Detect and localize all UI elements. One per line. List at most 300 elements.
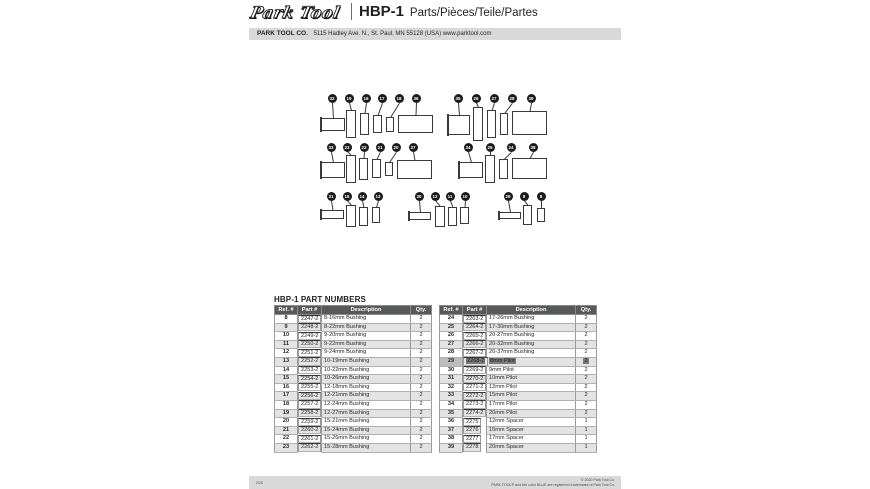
part-number-cell-text: 2259-2: [301, 418, 319, 425]
qty-cell-text: 2: [584, 332, 588, 339]
copyright-notice: [491, 478, 615, 487]
ref-cell-text: 23: [282, 443, 290, 450]
ref-cell-text: 14: [282, 366, 290, 373]
part-number-cell-text: 2254-2: [301, 375, 319, 382]
bushing-part-shape: [372, 159, 381, 178]
qty-cell-text: 2: [419, 400, 423, 407]
qty-cell: [576, 323, 597, 332]
description-cell-text: 17mm Spacer: [489, 435, 524, 442]
part-number-cell: [298, 435, 321, 443]
qty-cell: [576, 375, 597, 384]
description-cell: [487, 332, 576, 341]
page-number: 2/20: [256, 481, 263, 485]
callout-number: 10: [462, 193, 468, 199]
description-cell: [487, 435, 576, 444]
description-cell: [487, 366, 576, 375]
table-row: [440, 443, 597, 452]
qty-cell: [576, 418, 597, 427]
ref-cell-text: 12: [282, 349, 290, 356]
qty-cell-text: 2: [419, 357, 423, 364]
table-row: [275, 323, 432, 332]
ref-cell: [275, 435, 298, 444]
ref-cell-text: 20: [282, 418, 290, 425]
bushing-part-shape: [359, 158, 368, 180]
ref-cell: [440, 383, 463, 392]
ref-cell: [275, 400, 298, 409]
description-cell-text: 8-16mm Bushing: [324, 315, 367, 321]
qty-cell: [576, 400, 597, 409]
table-row: [275, 383, 432, 392]
callout-number: 28: [509, 95, 515, 101]
qty-cell: [576, 357, 597, 366]
qty-cell-text: 2: [419, 443, 423, 450]
ref-cell-text: 30: [447, 366, 455, 373]
part-number-cell-text: 2263-2: [466, 316, 484, 322]
qty-cell-text: 2: [419, 392, 423, 399]
page-footer: [249, 476, 621, 489]
ref-cell: [275, 349, 298, 358]
description-cell-text: 12-24mm Bushing: [324, 400, 370, 407]
company-name: PARK TOOL CO.: [257, 30, 308, 37]
ref-cell-text: 36: [447, 418, 455, 425]
bushing-part-shape: [485, 155, 495, 183]
callout-number: 23: [344, 144, 350, 150]
description-cell: [322, 349, 411, 358]
description-cell: [322, 323, 411, 332]
description-cell-text: 12mm Pilot: [489, 383, 517, 390]
leader-line: [419, 200, 421, 212]
ref-cell: [275, 366, 298, 375]
table-row: [275, 409, 432, 418]
description-cell: [322, 392, 411, 401]
leader-line: [413, 151, 415, 160]
bushing-part-shape: [346, 155, 356, 183]
bushing-part-shape: [473, 107, 483, 141]
document-page: [249, 0, 621, 489]
description-cell-text: 12-27mm Bushing: [324, 409, 370, 416]
part-number-cell-text: 2268-2: [467, 358, 485, 365]
description-cell: [487, 400, 576, 409]
part-number-cell-text: 2247-2: [301, 316, 319, 322]
qty-cell: [411, 418, 432, 427]
page-header: [249, 0, 621, 28]
ref-cell-text: 29: [447, 357, 455, 364]
ref-cell: [440, 409, 463, 418]
callout-number: 29: [505, 193, 511, 199]
part-number-cell: [463, 383, 486, 391]
ref-cell: [440, 418, 463, 427]
bushing-part-shape: [512, 111, 547, 135]
table-row: [275, 443, 432, 452]
table-header-row: [440, 306, 597, 315]
leader-line: [530, 103, 532, 112]
col-qty: Qty.: [411, 306, 432, 315]
part-number-cell: [298, 418, 321, 426]
description-cell: [487, 340, 576, 349]
ref-cell-text: 17: [282, 392, 290, 399]
description-cell: [487, 323, 576, 332]
table-row: [275, 400, 432, 409]
part-number-cell: [463, 340, 486, 348]
bushing-part-shape: [385, 162, 393, 176]
qty-cell: [411, 400, 432, 409]
callout-number: 18: [396, 95, 402, 101]
ref-cell: [275, 315, 298, 324]
part-number-cell: [298, 400, 321, 408]
part-number-cell: [298, 392, 321, 400]
bushing-part-shape: [499, 159, 508, 179]
description-cell-text: 20-32mm Bushing: [489, 340, 535, 347]
qty-cell: [411, 426, 432, 435]
table-row: [440, 400, 597, 409]
description-cell-text: 9-20mm Bushing: [324, 332, 367, 339]
qty-cell-text: 2: [584, 392, 588, 399]
qty-cell-text: 2: [584, 400, 588, 407]
callout-number: 35: [455, 95, 461, 101]
ref-cell: [275, 409, 298, 418]
ref-cell-text: 28: [447, 349, 455, 356]
qty-cell-text: 2: [419, 340, 423, 347]
description-cell-text: 15-26mm Bushing: [324, 435, 370, 442]
bushing-part-shape: [359, 207, 368, 226]
qty-cell: [411, 332, 432, 341]
description-cell: [487, 409, 576, 418]
part-number-cell-text: 2251-2: [301, 349, 319, 356]
part-number-cell: [298, 443, 321, 451]
callout-number: 26: [473, 95, 479, 101]
qty-cell: [576, 426, 597, 435]
description-cell-text: 9-24mm Bushing: [324, 349, 367, 356]
part-number-cell-text: 2255-2: [301, 384, 319, 391]
qty-cell: [411, 323, 432, 332]
part-number-cell: [298, 426, 321, 434]
table-row: [275, 418, 432, 427]
table-row: [440, 340, 597, 349]
part-number-cell: [463, 323, 486, 331]
description-cell-text: 8mm Pilot: [490, 357, 515, 364]
callout-number: 12: [432, 193, 438, 199]
ref-cell-text: 11: [283, 340, 289, 347]
qty-cell-text: 2: [584, 315, 588, 321]
qty-cell: [576, 409, 597, 418]
table-row: [440, 349, 597, 358]
ref-cell: [440, 366, 463, 375]
description-cell-text: 15-24mm Bushing: [324, 426, 370, 433]
qty-cell: [576, 366, 597, 375]
part-number-cell: [463, 349, 486, 357]
description-cell-text: 8-22mm Bushing: [324, 323, 367, 330]
description-cell: [322, 409, 411, 418]
table-row: [440, 418, 597, 427]
col-ref: Ref. #: [275, 306, 298, 315]
qty-cell-text: 2: [419, 383, 423, 390]
description-cell: [487, 392, 576, 401]
qty-cell: [411, 435, 432, 444]
table-row: [440, 357, 597, 366]
qty-cell-text: 2: [584, 323, 588, 330]
ref-cell: [440, 349, 463, 358]
ref-cell-text: 26: [447, 332, 455, 339]
part-number-cell: [463, 332, 486, 340]
callout-number: 22: [361, 144, 367, 150]
description-cell-text: 17mm Pilot: [489, 400, 517, 407]
pilot-part-shape: [409, 212, 431, 220]
table-row: [275, 366, 432, 375]
bushing-part-shape: [487, 110, 496, 138]
ref-cell-text: 19: [282, 409, 290, 416]
callout-number: 30: [416, 193, 422, 199]
ref-cell: [440, 332, 463, 341]
bushing-part-shape: [512, 158, 547, 179]
part-number-cell: [298, 375, 321, 383]
leader-line: [508, 200, 511, 212]
description-cell: [487, 357, 576, 366]
description-cell-text: 15-21mm Bushing: [324, 418, 370, 425]
description-cell: [322, 443, 411, 452]
qty-cell: [576, 315, 597, 324]
table-row: [275, 340, 432, 349]
description-cell-text: 10mm Pilot: [489, 375, 517, 382]
park-tool-logo: Park Tool: [248, 3, 342, 22]
table-row: [440, 366, 597, 375]
part-number-cell-text: 2261-2: [301, 435, 319, 442]
part-number-cell-text: 2248-2: [301, 324, 319, 331]
table-row: [440, 315, 597, 324]
ref-cell: [275, 443, 298, 452]
qty-cell-text: 1: [584, 418, 588, 425]
table-row: [275, 349, 432, 358]
description-cell: [322, 418, 411, 427]
ref-cell: [440, 435, 463, 444]
ref-cell: [275, 383, 298, 392]
qty-cell: [411, 409, 432, 418]
callout-number: 17: [379, 95, 385, 101]
description-cell: [322, 340, 411, 349]
table-row: [275, 357, 432, 366]
description-cell: [487, 418, 576, 427]
callout-number: 34: [465, 144, 471, 150]
qty-cell: [411, 315, 432, 324]
col-part: Part #: [298, 306, 322, 315]
part-number-cell-text: 2252-2: [301, 358, 319, 365]
table-row: [440, 409, 597, 418]
leader-line: [416, 103, 417, 116]
table-row: [440, 323, 597, 332]
qty-cell-text: 2: [584, 357, 588, 364]
qty-cell-text: 2: [419, 323, 423, 330]
callout-number: 25: [487, 144, 493, 150]
callout-number: 8: [537, 192, 546, 201]
table-row: [440, 332, 597, 341]
callout-number: 13: [375, 193, 381, 199]
bushing-part-shape: [460, 207, 469, 224]
qty-cell-text: 2: [584, 340, 588, 347]
part-number-cell-text: 2249-2: [301, 332, 319, 339]
part-number-cell: [298, 357, 321, 365]
table-row: [440, 392, 597, 401]
description-cell-text: 20-37mm Bushing: [489, 349, 535, 356]
ref-cell-text: 18: [282, 400, 290, 407]
description-cell-text: 10-19mm Bushing: [324, 357, 370, 364]
ref-cell-text: 9: [284, 323, 288, 330]
description-cell: [322, 366, 411, 375]
description-cell-text: 12mm Spacer: [489, 418, 524, 425]
qty-cell: [411, 392, 432, 401]
table-header-row: [275, 306, 432, 315]
qty-cell-text: 2: [584, 383, 588, 390]
callout-number: 19: [346, 95, 352, 101]
part-number-cell-text: 2269-2: [466, 367, 484, 374]
part-number-cell: [463, 435, 481, 443]
table-row: [440, 426, 597, 435]
qty-cell: [576, 383, 597, 392]
part-number-cell: [298, 315, 321, 323]
qty-cell-text: 2: [584, 349, 588, 356]
col-description: Description: [487, 306, 576, 315]
description-cell-text: 17-26mm Bushing: [489, 315, 535, 321]
part-number-cell-text: 2258-2: [301, 410, 319, 417]
table-row: [440, 383, 597, 392]
qty-cell-text: 2: [419, 375, 423, 382]
callout-number: 21: [377, 144, 383, 150]
description-cell: [322, 426, 411, 435]
description-cell: [487, 315, 576, 324]
part-number-cell: [298, 323, 321, 331]
ref-cell-text: 37: [447, 426, 455, 433]
ref-cell-text: 33: [447, 392, 455, 399]
part-number-cell: [463, 375, 486, 383]
qty-cell-text: 1: [584, 443, 588, 450]
description-cell-text: 15-28mm Bushing: [324, 443, 370, 450]
part-number-cell: [298, 383, 321, 391]
description-cell: [487, 426, 576, 435]
qty-cell-text: 2: [584, 366, 588, 373]
ref-cell: [440, 400, 463, 409]
leader-line: [349, 102, 352, 110]
callout-number: 36: [413, 95, 419, 101]
ref-cell: [275, 418, 298, 427]
pilot-part-shape: [459, 162, 483, 178]
qty-cell: [411, 366, 432, 375]
col-part: Part #: [463, 306, 487, 315]
qty-cell-text: 1: [584, 435, 588, 442]
ref-cell-text: 34: [447, 400, 455, 407]
qty-cell-text: 2: [419, 315, 423, 321]
leader-line: [468, 151, 472, 162]
leader-line: [362, 200, 364, 207]
part-number-cell-text: 2257-2: [301, 401, 319, 408]
ref-cell: [275, 340, 298, 349]
callout-number: 32: [329, 95, 335, 101]
qty-cell: [576, 435, 597, 444]
bushing-part-shape: [372, 207, 380, 223]
pilot-part-shape: [499, 212, 521, 219]
callout-number: 33: [328, 144, 334, 150]
description-cell: [487, 443, 576, 452]
company-address: 5115 Hadley Ave. N., St. Paul, MN 55128 (USA) www.parktool.com: [313, 31, 492, 37]
callout-number: 16: [363, 95, 369, 101]
part-number-cell: [298, 349, 321, 357]
qty-cell: [411, 375, 432, 384]
part-number-cell-text: 2275: [466, 418, 479, 425]
header-divider: [351, 3, 352, 20]
qty-cell: [411, 349, 432, 358]
table-row: [275, 426, 432, 435]
callout-number: 9: [520, 192, 529, 201]
ref-cell-text: 10: [282, 332, 290, 339]
description-cell-text: 15mm Spacer: [489, 426, 524, 433]
bushing-part-shape: [360, 113, 369, 135]
description-cell-text: 17-30mm Bushing: [489, 323, 535, 330]
description-cell-text: 10-22mm Bushing: [324, 366, 370, 373]
ref-cell: [275, 332, 298, 341]
part-number-cell: [298, 366, 321, 374]
copyright-line: © 2020 Park Tool Co.: [580, 478, 615, 482]
qty-cell-text: 2: [584, 375, 588, 382]
col-ref: Ref. #: [440, 306, 463, 315]
qty-cell-text: 2: [419, 418, 423, 425]
leader-line: [458, 102, 460, 115]
bushing-part-shape: [346, 205, 356, 227]
qty-cell: [411, 340, 432, 349]
pilot-part-shape: [321, 210, 344, 219]
ref-cell: [440, 375, 463, 384]
description-cell-text: 15mm Pilot: [489, 392, 517, 399]
leader-line: [378, 103, 383, 116]
qty-cell: [576, 332, 597, 341]
part-number-cell-text: 2274-2: [466, 410, 484, 417]
parts-diagram: [249, 80, 621, 240]
ref-cell: [275, 426, 298, 435]
callout-number: 27: [491, 95, 497, 101]
qty-cell-text: 2: [419, 409, 423, 416]
part-number-cell-text: 2253-2: [301, 367, 319, 374]
col-description: Description: [322, 306, 411, 315]
table-row: [275, 392, 432, 401]
model-name: HBP-1: [359, 3, 405, 20]
qty-cell-text: 2: [419, 426, 423, 433]
ref-cell-text: 25: [447, 323, 455, 330]
ref-cell: [440, 357, 463, 366]
bushing-part-shape: [448, 207, 457, 226]
part-number-cell-text: 2271-2: [466, 384, 484, 391]
table-row: [275, 435, 432, 444]
ref-cell: [275, 375, 298, 384]
parts-table-right: [439, 305, 597, 453]
pilot-part-shape: [448, 115, 470, 135]
pilot-part-shape: [321, 118, 345, 131]
ref-cell: [440, 340, 463, 349]
qty-cell-text: 2: [584, 409, 588, 416]
callout-number: 24: [508, 144, 514, 150]
callout-number: 31: [328, 193, 334, 199]
part-number-cell: [298, 409, 321, 417]
callout-number: 39: [528, 95, 534, 101]
bushing-part-shape: [523, 205, 532, 225]
part-number-cell-text: 2266-2: [466, 341, 484, 348]
leader-line: [490, 152, 491, 156]
leader-line: [541, 201, 542, 209]
ref-cell-text: 22: [282, 435, 290, 442]
description-cell-text: 12-21mm Bushing: [324, 392, 370, 399]
qty-cell: [411, 443, 432, 452]
part-number-cell: [298, 332, 321, 340]
ref-cell: [275, 392, 298, 401]
ref-cell-text: 13: [282, 357, 290, 364]
bushing-part-shape: [398, 115, 433, 133]
part-number-cell: [463, 366, 486, 374]
bushing-part-shape: [373, 115, 382, 133]
